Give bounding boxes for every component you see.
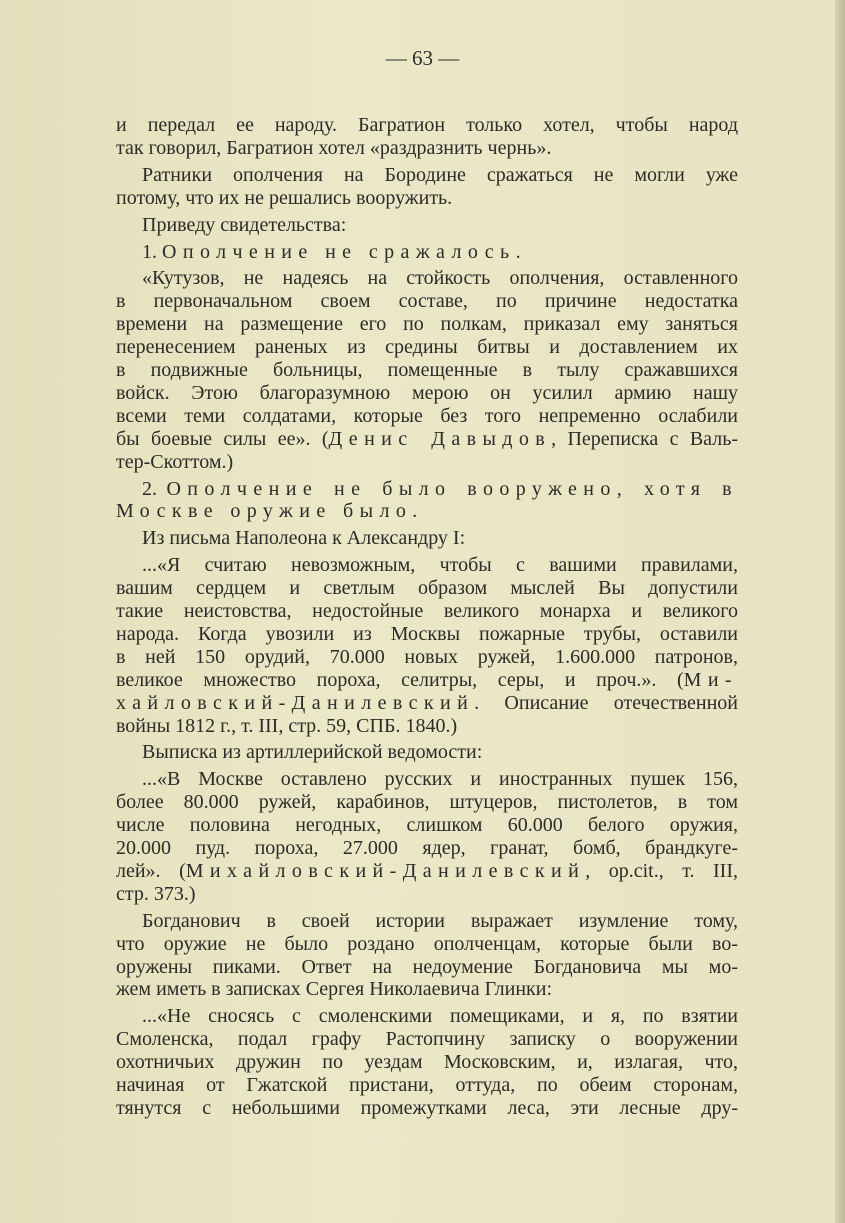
text-run: так говорил, Багратион хотел «раздразнить чернь».	[116, 136, 552, 159]
text-line	[116, 499, 738, 523]
text-run: ...«Не сносясь с смоленскими помещиками, и я, по взятии	[142, 1005, 738, 1028]
text-line	[142, 477, 738, 501]
emphasized-text: хайловский-Данилевский	[116, 691, 475, 714]
text-line	[116, 790, 738, 814]
text-run: жем иметь в записках Сергея Николаевича Глинки:	[116, 978, 553, 1001]
text-run: , Переписка с Валь-	[551, 427, 738, 450]
text-line	[116, 113, 738, 137]
text-run: что оружие не было роздано ополченцам, которые были во-	[116, 932, 738, 955]
text-run: такие неистовства, недостойные великого монарха и великого	[116, 600, 738, 622]
emphasized-text: Денис Давыдов	[328, 427, 552, 450]
text-run: в подвижные больницы, помещенные в тылу сражавшихся	[116, 359, 738, 381]
text-line	[116, 955, 738, 979]
text-run: 1.	[142, 240, 162, 263]
text-line	[116, 576, 738, 600]
text-line	[142, 213, 738, 237]
text-line	[116, 859, 738, 883]
text-run: народа. Когда увозили из Москвы пожарные трубы, оставили	[116, 622, 738, 645]
text-run: ...«Я считаю невозможным, чтобы с вашими правилами,	[142, 554, 738, 577]
text-line	[116, 668, 738, 692]
text-run: бы боевые силы ее». (	[116, 427, 329, 450]
text-run: 20.000 пуд. пороха, 27.000 ядер, гранат, бомб, брандкуге-	[116, 837, 738, 859]
text-run: .	[412, 500, 418, 523]
text-line	[116, 136, 738, 160]
text-run: стр. 373.)	[116, 882, 196, 905]
text-run: , op.cit., т. III,	[585, 859, 738, 882]
text-run: войск. Этою благоразумною мерою он усилил армию нашу	[116, 381, 738, 404]
text-line	[116, 1096, 738, 1120]
text-run: Выписка из артиллерийской ведомости:	[142, 741, 483, 764]
text-line	[116, 645, 738, 669]
text-line	[116, 977, 738, 1001]
text-run: Смоленска, подал графу Растопчину записку о вооружении	[116, 1028, 738, 1051]
text-run: великое множество пороха, селитры, серы, и проч.». (	[116, 668, 684, 691]
text-line	[142, 1004, 738, 1028]
text-run: времени на размещение его по полкам, приказал ему заняться	[116, 313, 738, 336]
text-line	[142, 163, 738, 187]
text-run: . Описание отечественной	[474, 691, 738, 714]
text-line	[116, 1027, 738, 1051]
page-number: — 63 —	[385, 46, 460, 70]
text-line	[142, 740, 738, 764]
text-run: охотничьих дружин по уездам Московским, и, излагая, что,	[116, 1051, 738, 1074]
text-run: потому, что их не решались вооружить.	[116, 186, 453, 209]
text-line	[142, 553, 738, 577]
text-run: Богданович в своей истории выражает изумление тому,	[142, 909, 738, 932]
emphasized-text: Ополчение не было вооружено, хотя в	[166, 477, 739, 500]
emphasized-text: Ми-	[683, 668, 738, 691]
text-run: тянутся с небольшими промежутками леса, эти лесные дру-	[116, 1096, 738, 1119]
text-line	[116, 186, 738, 210]
text-run: Приведу свидетельства:	[142, 213, 347, 236]
text-line	[116, 381, 738, 405]
text-run: 2.	[142, 477, 167, 500]
emphasized-text: Ополчение не сражалось	[162, 240, 516, 263]
text-line	[116, 1050, 738, 1074]
text-line	[142, 526, 738, 550]
text-run: перенесением раненых из средины битвы и доставлением их	[116, 336, 738, 359]
text-line	[142, 767, 738, 791]
text-run: оружены пиками. Ответ на недоумение Богдановича мы мо-	[116, 955, 738, 978]
text-run: лей». (	[116, 859, 186, 882]
text-run: начиная от Гжатской пристани, оттуда, по обеим сторонам,	[116, 1074, 738, 1096]
emphasized-text: Михайловский-Данилевский	[185, 859, 586, 882]
text-line	[116, 932, 738, 956]
text-line	[116, 882, 738, 906]
text-run: «Кутузов, не надеясь на стойкость ополчения, оставленного	[142, 267, 738, 290]
text-line	[116, 289, 738, 313]
text-line	[116, 404, 738, 428]
text-run: в ней 150 орудий, 70.000 новых ружей, 1.600.000 патронов,	[116, 645, 738, 668]
text-run: .	[515, 240, 521, 263]
text-run: Ратники ополчения на Бородине сражаться не могли уже	[142, 163, 738, 186]
text-run: войны 1812 г., т. III, стр. 59, СПБ. 1840.)	[116, 714, 458, 737]
text-line	[116, 813, 738, 837]
text-line	[142, 240, 738, 264]
text-line	[116, 599, 738, 623]
text-line	[142, 909, 738, 933]
text-line	[116, 714, 738, 738]
text-line	[116, 450, 738, 474]
text-run: вашим сердцем и светлым образом мыслей Вы допустили	[116, 577, 738, 600]
text-run: числе половина негодных, слишком 60.000 белого оружия,	[116, 814, 738, 837]
text-line	[116, 691, 738, 715]
text-line	[116, 427, 738, 451]
text-line	[116, 335, 738, 359]
text-line	[116, 836, 738, 860]
page-edge	[835, 0, 845, 1223]
text-line	[116, 1073, 738, 1097]
text-line	[116, 622, 738, 646]
text-line	[142, 266, 738, 290]
text-line	[116, 312, 738, 336]
text-run: тер-Скоттом.)	[116, 450, 234, 473]
text-run: более 80.000 ружей, карабинов, штуцеров, пистолетов, в том	[116, 791, 738, 814]
text-run: всеми теми солдатами, которые без того непременно ослабили	[116, 404, 738, 427]
text-run: в первоначальном своем составе, по причине недостатка	[116, 290, 738, 313]
emphasized-text: Москве оружие было	[116, 500, 413, 523]
text-run: ...«В Москве оставлено русских и иностранных пушек 156,	[142, 768, 738, 791]
text-run: Из письма Наполеона к Александру I:	[142, 527, 466, 550]
text-run: и передал ее народу. Багратион только хотел, чтобы народ	[116, 114, 738, 136]
text-line	[116, 358, 738, 382]
